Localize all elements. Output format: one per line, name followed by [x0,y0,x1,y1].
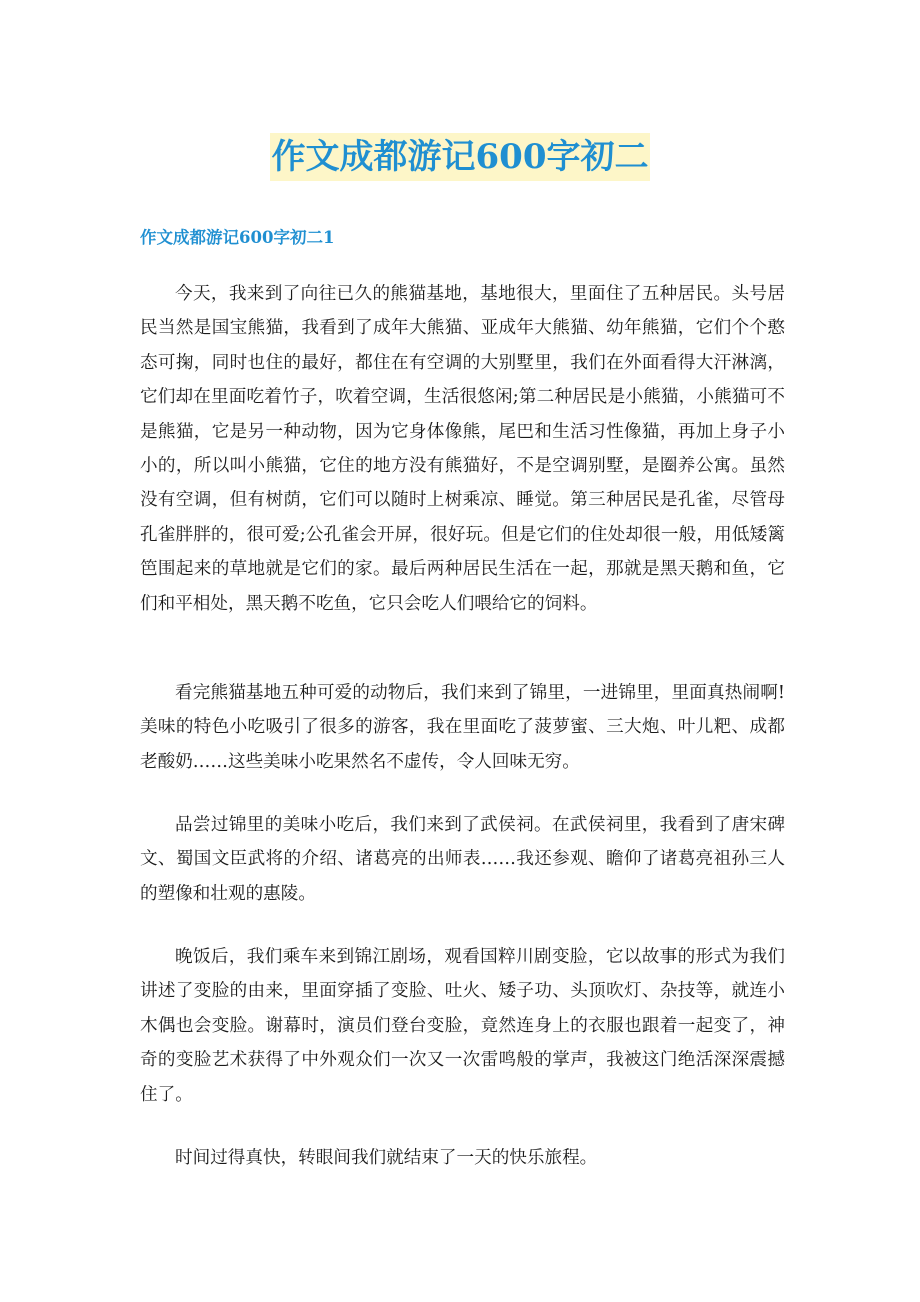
paragraph-3: 品尝过锦里的美味小吃后，我们来到了武侯祠。在武侯祠里，我看到了唐宋碑文、蜀国文臣武将的介绍、诸葛亮的出师表……我还参观、瞻仰了诸葛亮祖孙三人的塑像和壮观的惠陵。 [140,815,785,904]
paragraph-4: 晚饭后，我们乘车来到锦江剧场，观看国粹川剧变脸，它以故事的形式为我们讲述了变脸的由来，里面穿插了变脸、吐火、矮子功、头顶吹灯、杂技等，就连小木偶也会变脸。谢幕时，演员们登台变脸，竟然连身上的衣服也跟着一起变了，神奇的变脸艺术获得了中外观众们一次又一次雷鸣般的掌声，我被这门绝活深深震撼住了。 [140,947,785,1105]
title-container [0,133,920,181]
paragraph-1: 今天，我来到了向往已久的熊猫基地，基地很大，里面住了五种居民。头号居民当然是国宝熊猫，我看到了成年大熊猫、亚成年大熊猫、幼年熊猫，它们个个憨态可掬，同时也住的最好，都住在有空调的大别墅里，我们在外面看得大汗淋漓，它们却在里面吃着竹子，吹着空调，生活很悠闲;第二种居民是小熊猫，小熊猫可不是熊猫，它是另一种动物，因为它身体像熊，尾巴和生活习性像猫，再加上身子小小的，所以叫小熊猫，它住的地方没有熊猫好，不是空调别墅，是圈养公寓。虽然没有空调，但有树荫，它们可以随时上树乘凉、睡觉。第三种居民是孔雀，尽管母孔雀胖胖的，很可爱;公孔雀会开屏，很好玩。但是它们的住处却很一般，用低矮篱笆围起来的草地就是它们的家。最后两种居民生活在一起，那就是黑天鹅和鱼，它们和平相处，黑天鹅不吃鱼，它只会吃人们喂给它的饲料。 [140,284,785,614]
section-heading: 作文成都游记600字初二1 [140,228,335,247]
paragraph-5: 时间过得真快，转眼间我们就结束了一天的快乐旅程。 [175,1148,598,1168]
page-title: 作文成都游记600字初二 [270,133,651,181]
paragraph-2: 看完熊猫基地五种可爱的动物后，我们来到了锦里，一进锦里，里面真热闹啊!美味的特色小吃吸引了很多的游客，我在里面吃了菠萝蜜、三大炮、叶儿粑、成都老酸奶……这些美味小吃果然名不虚传，令人回味无穷。 [140,683,785,772]
